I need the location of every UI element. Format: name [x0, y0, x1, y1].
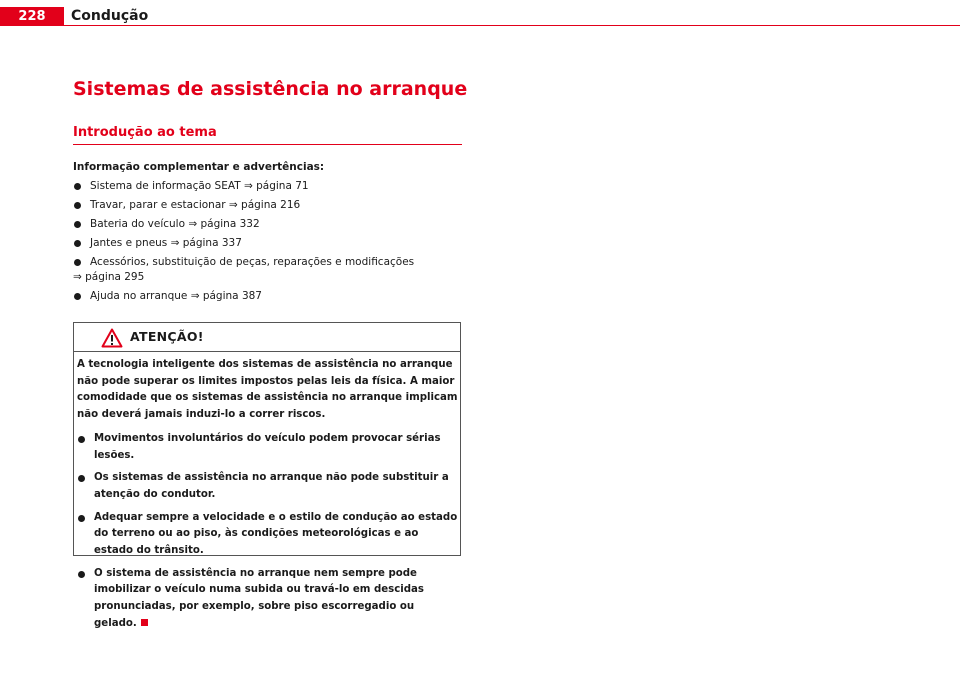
bullet-icon — [78, 515, 85, 522]
bullet-icon — [74, 240, 81, 247]
bullet-icon — [74, 259, 81, 266]
bullet-icon — [74, 221, 81, 228]
list-item: Jantes e pneus ⇒ página 337 — [73, 236, 453, 251]
list-item-continuation: ⇒ página 295 — [73, 271, 145, 283]
bullet-icon — [74, 202, 81, 209]
warning-bullet: Os sistemas de assistência no arranque não pode substituir a atenção do condutor. — [77, 470, 459, 503]
page-number: 228 — [0, 7, 64, 26]
warning-box — [73, 322, 461, 629]
bullet-icon — [74, 293, 81, 300]
subtitle-rule — [73, 144, 462, 145]
warning-bullet: Adequar sempre a velocidade e o estilo de condução ao estado do terreno ou ao piso, às condições meteorológicas e ao estado do trânsito. — [77, 510, 459, 560]
warning-title: ATENÇÃO! — [130, 329, 204, 344]
end-of-section-icon — [141, 619, 148, 626]
list-item: Bateria do veículo ⇒ página 332 — [73, 217, 453, 232]
warning-bullet: Movimentos involuntários do veículo podem provocar sérias lesões. — [77, 431, 459, 464]
warning-bullet: O sistema de assistência no arranque nem sempre pode imobilizar o veículo numa subida ou travá-lo em descidas pronunciadas, por exemplo, sobre piso escorregadio ou gelado. — [77, 566, 459, 633]
reference-list — [73, 179, 453, 308]
warning-intro: A tecnologia inteligente dos sistemas de assistência no arranque não pode superar os limites impostos pelas leis da física. A maior comodidade que os sistemas de assistência no arranque implicam não deverá jamais induzi-lo a correr riscos. — [77, 359, 458, 421]
list-item: Acessórios, substituição de peças, reparações e modificações ⇒ página 295 — [73, 255, 453, 285]
warning-header — [74, 323, 460, 347]
warning-rule — [74, 351, 460, 352]
warning-body — [77, 357, 459, 639]
list-item: Ajuda no arranque ⇒ página 387 — [73, 289, 453, 304]
bullet-icon — [78, 436, 85, 443]
warning-triangle-icon — [101, 328, 123, 348]
list-item: Sistema de informação SEAT ⇒ página 71 — [73, 179, 453, 194]
bullet-icon — [78, 571, 85, 578]
topic-subtitle: Introdução ao tema — [73, 125, 217, 140]
bullet-icon — [74, 183, 81, 190]
section-title: Condução — [71, 8, 149, 24]
list-item: Travar, parar e estacionar ⇒ página 216 — [73, 198, 453, 213]
info-heading: Informação complementar e advertências: — [73, 161, 325, 173]
page-title: Sistemas de assistência no arranque — [73, 78, 468, 100]
bullet-icon — [78, 475, 85, 482]
